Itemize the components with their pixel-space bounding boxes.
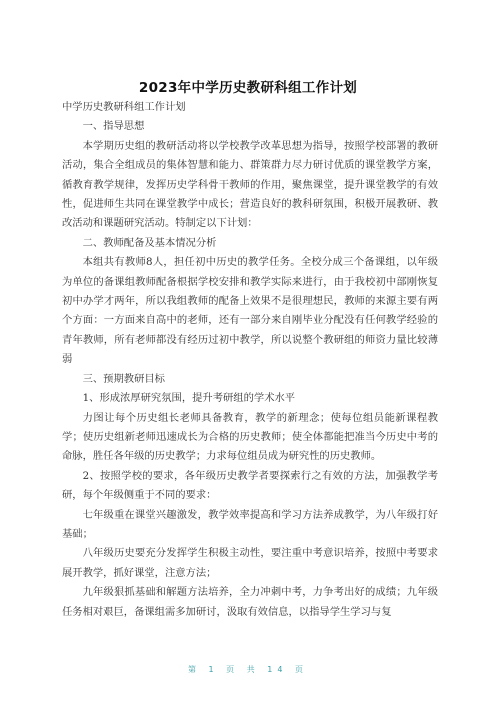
document-title: 2023年中学历史教研科组工作计划 [138,80,358,96]
page-number-footer: 第 1 页 共 14 页 [188,665,308,674]
section-heading-staff-analysis: 二、教师配备及基本情况分析 [82,236,217,249]
document-body [62,98,438,622]
paragraph-grade-9: 九年级狠抓基础和解题方法培养，全力冲刺中考，力争考出好的成绩；九年级任务相对艰巨，备课组需多加研讨，汲取有效信息，以指导学生学习与复 [62,586,438,618]
paragraph-guiding-idea: 本学期历史组的教研活动将以学校教学改革思想为指导，按照学校部署的教研活动，集合全组成员的集体智慧和能力、群策群力尽力研讨优质的课堂教学方案，循教育教学规律，发挥历史学科骨干教师的作用，聚焦课堂，提升课堂教学的有效性，促进师生共同在课堂教学中成长；营造良好的教科研氛围，积极开展教研、教改活动和课题研究活动。特制定以下计划： [62,139,438,230]
paragraph-grade-7: 七年级重在课堂兴趣激发，教学效率提高和学习方法养成教学，为八年级打好基础； [62,508,438,540]
paragraph-subtitle: 中学历史教研科组工作计划 [62,101,186,113]
paragraph-staff-analysis: 本组共有教师8人，担任初中历史的教学任务。全校分成三个备课组，以年级为单位的备课组教师配备根据学校安排和教学实际来进行，由于我校初中部刚恢复初中办学才两年，所以我组教师的配备上效果不是很理想民，教师的来源主要有两个方面：一方面来自高中的老师，还有一部分来自刚毕业分配没有任何教学经验的青年教师，所有老师都没有经历过初中教学，所以说整个教研组的师资力量比较薄弱 [62,256,438,366]
section-heading-goals: 三、预期教研目标 [82,372,165,385]
paragraph-goal-1-detail: 力图让每个历史组长老师具备教育，教学的新理念；使每位组员能新课程教学；使历史组新老师迅速成长为合格的历史教师；使全体都能把准当今历史中考的命脉，胜任各年级的历史教学；力求每位组员成为研究性的历史教师。 [62,411,438,463]
paragraph-grade-8: 八年级历史要充分发挥学生积极主动性，要注重中考意识培养，按照中考要求展开教学，抓好课堂，注意方法； [62,547,438,579]
goal-item-1: 1、形成浓厚研究氛围，提升考研组的学术水平 [82,392,296,405]
section-heading-guiding-idea: 一、指导思想 [82,120,145,133]
goal-item-2: 2、按照学校的要求，各年级历史教学者要探索行之有效的方法，加强教学考研，每个年级侧重于不同的要求： [62,469,438,502]
